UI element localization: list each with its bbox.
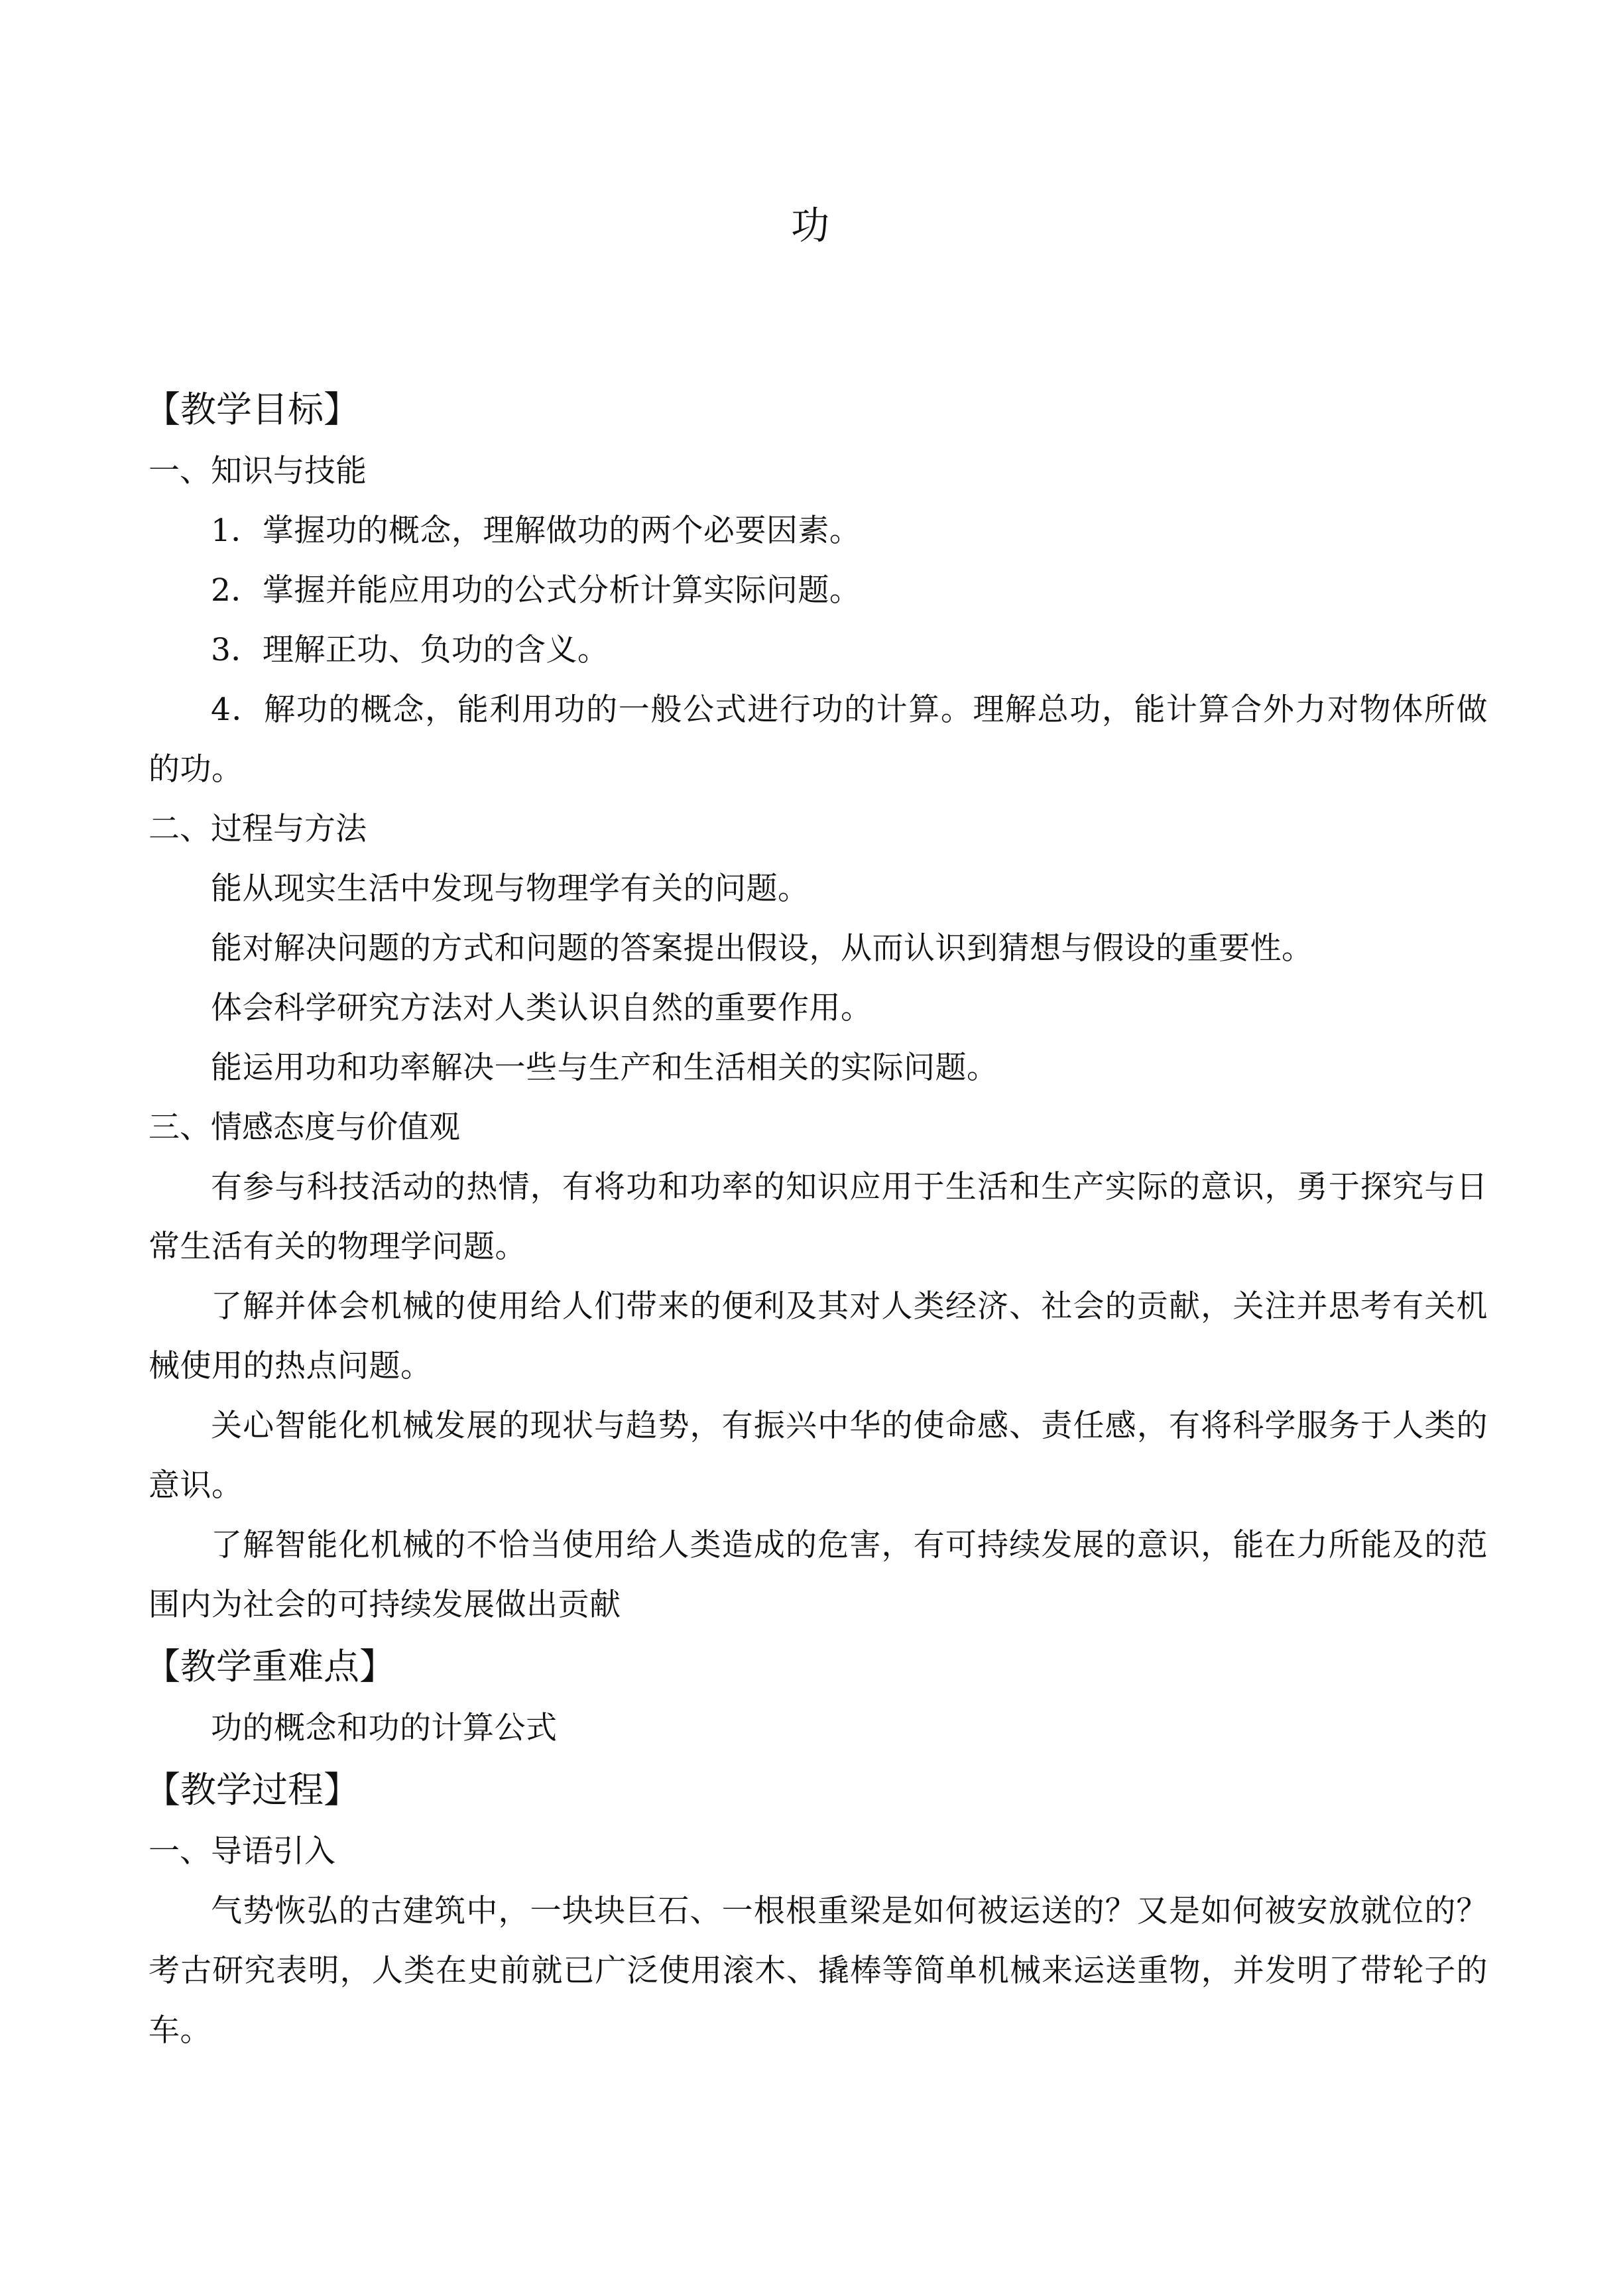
knowledge-item: 4．解功的概念，能利用功的一般公式进行功的计算。理解总功，能计算合外力对物体所做的功。 (149, 692, 1488, 788)
key-points-text: 功的概念和功的计算公式 (211, 1710, 558, 1746)
document-title: 功 (790, 203, 832, 248)
document-body (145, 378, 1488, 2061)
knowledge-item: 3．理解正功、负功的含义。 (211, 632, 609, 668)
knowledge-item: 1．掌握功的概念，理解做功的两个必要因素。 (211, 513, 861, 549)
section-heading-key-points: 【教学重难点】 (145, 1646, 395, 1687)
process-item: 能运用功和功率解决一些与生产和生活相关的实际问题。 (211, 1050, 998, 1086)
process-item: 能从现实生活中发现与物理学有关的问题。 (211, 871, 810, 907)
sub-heading-values: 三、情感态度与价值观 (149, 1109, 460, 1146)
knowledge-item: 2．掌握并能应用功的公式分析计算实际问题。 (211, 572, 861, 609)
sub-heading-process-methods: 二、过程与方法 (149, 811, 367, 847)
sub-heading-introduction: 一、导语引入 (149, 1833, 335, 1870)
values-item: 了解并体会机械的使用给人们带来的便利及其对人类经济、社会的贡献，关注并思考有关机械使用的热点问题。 (149, 1288, 1488, 1384)
process-item: 体会科学研究方法对人类认识自然的重要作用。 (211, 990, 872, 1026)
introduction-text: 气势恢弘的古建筑中，一块块巨石、一根根重梁是如何被运送的？又是如何被安放就位的？考古研究表明，人类在史前就已广泛使用滚木、撬棒等简单机械来运送重物，并发明了带轮子的车。 (149, 1893, 1488, 2049)
sub-heading-knowledge-skills: 一、知识与技能 (149, 453, 367, 489)
values-item: 关心智能化机械发展的现状与趋势，有振兴中华的使命感、责任感，有将科学服务于人类的意识。 (149, 1408, 1488, 1504)
values-item: 有参与科技活动的热情，有将功和功率的知识应用于生活和生产实际的意识，勇于探究与日常生活有关的物理学问题。 (149, 1169, 1488, 1265)
process-item: 能对解决问题的方式和问题的答案提出假设，从而认识到猜想与假设的重要性。 (211, 930, 1313, 967)
section-heading-teaching-process: 【教学过程】 (145, 1769, 359, 1811)
section-heading-objectives: 【教学目标】 (145, 389, 359, 430)
values-item: 了解智能化机械的不恰当使用给人类造成的危害，有可持续发展的意识，能在力所能及的范围内为社会的可持续发展做出贡献 (149, 1527, 1488, 1623)
